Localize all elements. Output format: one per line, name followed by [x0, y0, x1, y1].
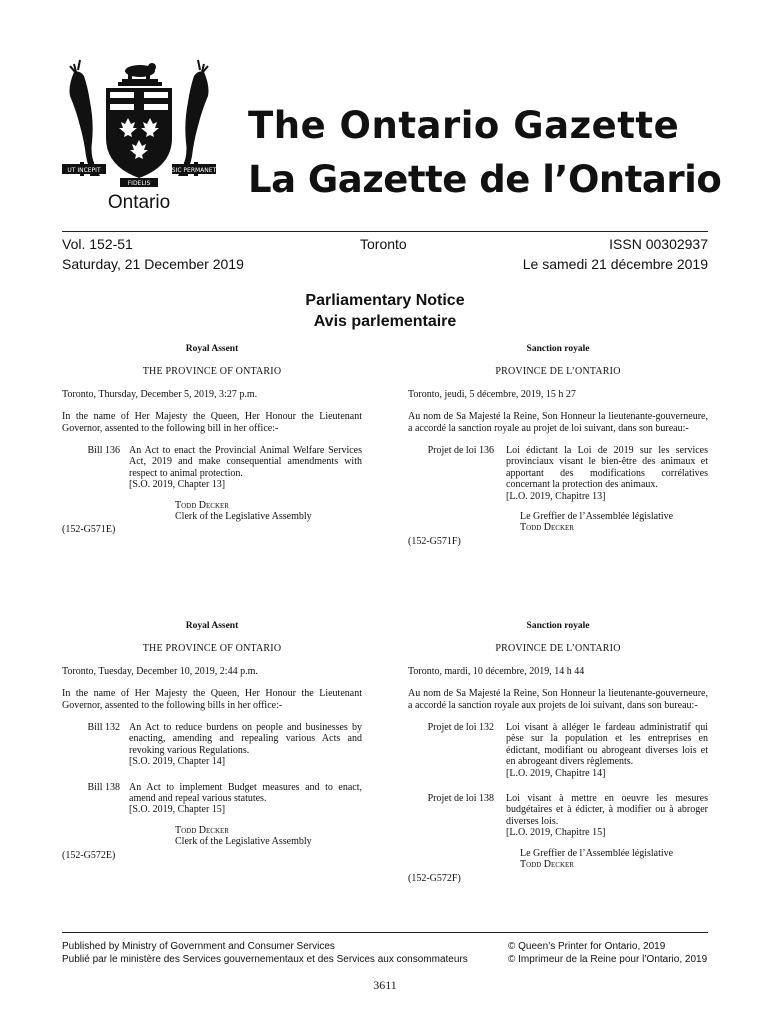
section-subheading: PROVINCE DE L’ONTARIO [495, 643, 621, 655]
bill-title: Loi visant à alléger le fardeau administratif qui pèse sur la population et les entreprises en édictant, modifiant ou abrogeant diverses lois et en abrogeant divers règlements. [506, 722, 708, 768]
bill-title: Loi édictant la Loi de 2019 sur les services provinciaux visant le bien-être des animaux et apportant des modifications corrélatives concernant la protection des animaux. [506, 445, 708, 491]
svg-text:UT INCEPIT: UT INCEPIT [67, 167, 101, 174]
section-heading: Sanction royale [526, 621, 590, 631]
signatory-name: Todd Decker [175, 499, 229, 511]
bill-entry [62, 445, 362, 491]
svg-text:SIC PERMANET: SIC PERMANET [171, 167, 217, 174]
signatory-title: Le Greffier de l’Assemblée législative [520, 847, 674, 859]
dateline: Toronto, Tuesday, December 10, 2019, 2:44 p.m. [62, 665, 258, 677]
bill-number: Projet de loi 132 [427, 722, 494, 734]
assent-intro: In the name of Her Majesty the Queen, Her Honour the Lieutenant Governor, assented to the following bills in her office:- [62, 688, 362, 711]
bill-title: An Act to implement Budget measures and to enact, amend and repeal various statutes. [129, 781, 362, 805]
bill-citation: [S.O. 2019, Chapter 14] [129, 756, 226, 768]
bill-citation: [L.O. 2019, Chapitre 14] [506, 767, 606, 779]
section-subheading: THE PROVINCE OF ONTARIO [142, 366, 282, 378]
signatory-title: Clerk of the Legislative Assembly [175, 511, 312, 523]
notice-title-english: Parliamentary Notice [305, 292, 465, 309]
section-heading: Royal Assent [185, 344, 239, 354]
signature-block [408, 511, 708, 534]
signature-block [62, 825, 362, 848]
bill-entry [62, 722, 362, 768]
bill-entry [408, 793, 708, 839]
signatory-name: Todd Decker [175, 824, 229, 836]
signatory-name: Todd Decker [520, 859, 574, 871]
svg-text:Ontario: Ontario [107, 192, 171, 213]
issue-date-french: Le samedi 21 décembre 2019 [522, 256, 708, 272]
royal-assent-notice-2-french [408, 621, 708, 884]
gazette-title-english: The Ontario Gazette [248, 104, 680, 147]
section-heading: Royal Assent [185, 621, 239, 631]
bill-title: An Act to enact the Provincial Animal Welfare Services Act, 2019 and make consequential amendments with respect to animal protection. [129, 445, 362, 479]
footer-divider [62, 932, 708, 933]
issue-date-english: Saturday, 21 December 2019 [62, 256, 244, 272]
bill-number: Bill 138 [87, 781, 120, 793]
dateline: Toronto, jeudi, 5 décembre, 2019, 15 h 27 [408, 388, 576, 400]
signatory-title: Clerk of the Legislative Assembly [175, 836, 312, 848]
signatory-name: Todd Decker [520, 522, 574, 534]
copyright-english: © Queen’s Printer for Ontario, 2019 [508, 941, 666, 952]
notice-title-french: Avis parlementaire [313, 313, 457, 330]
dateline: Toronto, mardi, 10 décembre, 2019, 14 h 44 [408, 665, 585, 677]
page-number: 3611 [373, 978, 397, 992]
bill-number: Bill 132 [87, 722, 120, 734]
bill-entry [408, 722, 708, 779]
publication-place: Toronto [360, 236, 407, 252]
bill-number: Bill 136 [87, 445, 120, 457]
bill-number: Projet de loi 138 [427, 793, 494, 805]
signature-block [62, 500, 362, 523]
royal-assent-notice-1-french [408, 344, 708, 547]
notice-reference: (152-G572E) [62, 849, 116, 861]
section-subheading: PROVINCE DE L’ONTARIO [495, 366, 621, 378]
royal-assent-notice-1-english [62, 344, 362, 536]
assent-intro: In the name of Her Majesty the Queen, Her Honour the Lieutenant Governor, assented to the following bill in her office:- [62, 411, 362, 434]
bill-entry [62, 782, 362, 816]
gazette-title-french: La Gazette de l’Ontario [248, 158, 722, 201]
bill-number: Projet de loi 136 [427, 445, 494, 457]
notice-reference: (152-G571F) [408, 535, 461, 547]
section-subheading: THE PROVINCE OF ONTARIO [142, 643, 282, 655]
assent-intro: Au nom de Sa Majesté la Reine, Son Honneur la lieutenante-gouverneure, a accordé la sanction royale au projet de loi suivant, dans son bureau:- [408, 411, 708, 434]
bill-title: An Act to reduce burdens on people and businesses by enacting, amending and repealing various Acts and revoking various Regulations. [129, 722, 362, 756]
issn-number: ISSN 00302937 [609, 236, 708, 252]
volume-number: Vol. 152-51 [62, 236, 133, 252]
bill-citation: [L.O. 2019, Chapitre 13] [506, 490, 606, 502]
bill-citation: [S.O. 2019, Chapter 13] [129, 479, 226, 491]
section-heading: Sanction royale [526, 344, 590, 354]
bill-entry [408, 445, 708, 502]
bill-citation: [L.O. 2019, Chapitre 15] [506, 827, 606, 839]
bill-title: Loi visant à mettre en oeuvre les mesures budgétaires et à édicter, à modifier ou à abroger diverses lois. [506, 793, 708, 827]
notice-reference: (152-G572F) [408, 872, 461, 884]
masthead-divider [62, 231, 708, 232]
assent-intro: Au nom de Sa Majesté la Reine, Son Honneur la lieutenante-gouverneure, a accordé la sanction royale aux projets de loi suivant, dans son bureau:- [408, 688, 708, 711]
dateline: Toronto, Thursday, December 5, 2019, 3:27 p.m. [62, 388, 258, 400]
publisher-french: Publié par le ministère des Services gouvernementaux et des Services aux consommateurs [62, 954, 468, 965]
publisher-english: Published by Ministry of Government and Consumer Services [62, 941, 335, 952]
royal-assent-notice-2-english [62, 621, 362, 861]
svg-text:FIDELIS: FIDELIS [127, 180, 151, 187]
bill-citation: [S.O. 2019, Chapter 15] [129, 804, 226, 816]
signatory-title: Le Greffier de l’Assemblée législative [520, 511, 674, 523]
notice-reference: (152-G571E) [62, 524, 116, 536]
copyright-french: © Imprimeur de la Reine pour l’Ontario, 2019 [508, 954, 708, 965]
signature-block [408, 848, 708, 871]
ontario-coat-of-arms-logo [60, 54, 218, 214]
